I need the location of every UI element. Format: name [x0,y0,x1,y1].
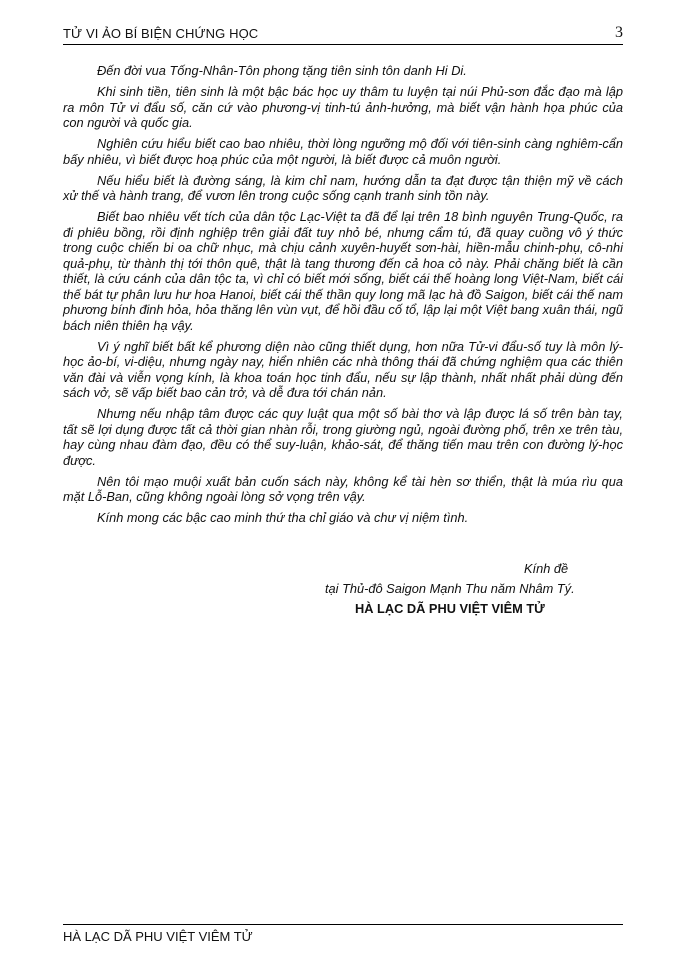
paragraph: Nghiên cứu hiểu biết cao bao nhiêu, thời lòng ngưỡng mộ đối với tiên-sinh càng nghiêm-cẩn bấy nhiêu, vì biết được hoạ phúc của một người, là biết được cả muôn người. [63,136,623,167]
paragraph: Kính mong các bậc cao minh thứ tha chỉ giáo và chư vị niệm tình. [97,510,469,525]
paragraph: Vì ý nghĩ biết bất kể phương diện nào cũng thiết dụng, hơn nữa Tử-vi đẩu-số tuy là môn lý-học ảo-bí, vi-diệu, nhưng ngày nay, hiển nhiên các nhà thông thái đã chứng nghiệm qua các thiên văn đài và viễn vọng kính, là khoa toán học tinh đẩu, nếu sự lập thành, nhất nhất phải dùng đến sách vở, sẽ vấp biết bao cản trở, và dễ đưa tới chán nản. [63,338,623,400]
page-footer [63,924,623,944]
closing-greeting: Kính đề [524,561,569,576]
paragraph: Nếu hiểu biết là đường sáng, là kim chỉ nam, hướng dẫn ta đạt được tận thiện mỹ về cách xử thế và hành trang, để vươn lên trong cuộc sống cạnh tranh sinh tồn này. [63,172,623,203]
footer-text: HÀ LẠC DÃ PHU VIỆT VIÊM TỬ [63,929,253,944]
paragraph: Nhưng nếu nhập tâm được các quy luật qua một số bài thơ và lập được lá số trên bàn tay, tất sẽ lợi dụng được tất cả thời gian nhàn rỗi, trong giường ngủ, ngoài đường phố, trên xe trên tàu, hay cùng nhau đàm đạo, đều có thể suy-luận, khảo-sát, để thăng tiến mau trên con đường lý-học được. [63,406,623,468]
paragraph: Nên tôi mạo muội xuất bản cuốn sách này, không kể tài hèn sơ thiển, thật là múa rìu qua mặt Lỗ-Ban, cũng không ngoài lòng sở vọng trên vậy. [63,473,623,504]
paragraph: Biết bao nhiêu vết tích của dân tộc Lạc-Việt ta đã để lại trên 18 bình nguyên Trung-Quốc, ra đi phiêu bồng, rồi định nghiệp trên giải đất tuy nhỏ bé, nhưng cẩm tú, đã quay cuồng vô ý thức trong cuộc chiến bi oa chữ nhục, mà chịu cảnh xuyên-huyết sơn-hài, hiền-mẫu chinh-phụ, cô-nhi quả-phụ, từ thành thị tới thôn quê, thật là tang thương đến cả hoa cỏ này. Phải chăng biết là cần thiết, là cứu cánh của dân tộc ta, vì chỉ có biết mới sống, biết cái thế hoàng long Việt-Nam, biết cái thế bát tự phân lưu hư hoa Hanoi, biết cái thế thần quy long mã lạc hà đồ Saigon, biết cái thế nam phương bính đinh hỏa, hỏa thăng lên vùn vụt, để hồi đầu cố tổ, lập lại một Việt bang xuân thái, ngũ bách niên thiên hạ vậy. [63,209,623,333]
header-title: TỬ VI ẢO BÍ BIỆN CHỨNG HỌC [63,26,259,41]
paragraph: Đến đời vua Tống-Nhân-Tôn phong tặng tiên sinh tôn danh Hi Di. [97,63,467,78]
closing-author: HÀ LẠC DÃ PHU VIỆT VIÊM TỬ [355,601,545,616]
paragraph: Khi sinh tiền, tiên sinh là một bậc bác học uy thâm tu luyện tại núi Phủ-sơn đắc đạo mà lập ra môn Tử vi đẩu số, căn cứ vào phương-vị tinh-tú ảnh-hưởng, mà biết vận hành họa phúc của con người và quốc gia. [63,84,623,130]
body-text [63,63,623,531]
page-number: 3 [615,24,623,41]
closing-place: tại Thủ-đô Saigon Mạnh Thu năm Nhâm Tý. [325,581,575,596]
page-header [63,24,623,45]
